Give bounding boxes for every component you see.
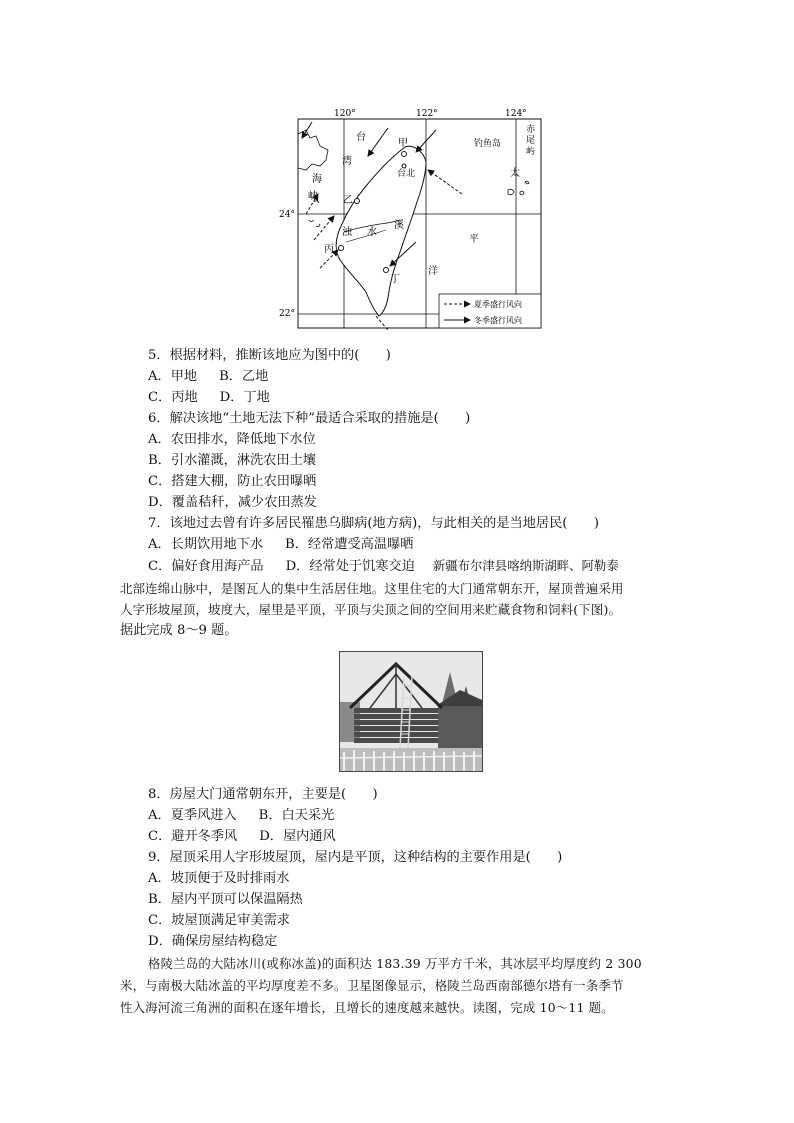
- q7-option-c: C．偏好食用海产品: [148, 559, 264, 574]
- q8-option-b: B．白天采光: [258, 808, 335, 823]
- material-10-11-line2: 米，与南极大陆冰盖的平均厚度差不多。卫星图像显示，格陵兰岛西南部德尔塔有一条季节: [120, 978, 624, 993]
- q5-option-d: D．丁地: [219, 390, 270, 405]
- q6-option-d: D．覆盖秸秆，减少农田蒸发: [148, 495, 317, 510]
- label-pacific-3: 洋: [428, 266, 438, 277]
- q8-stem: 8．房屋大门通常朝东开，主要是( ): [148, 787, 378, 802]
- label-strait-4: 峡: [308, 191, 318, 202]
- material-8-9-line3: 人字形坡屋顶，坡度大，屋里是平顶，平顶与尖顶之间的空间用来贮藏食物和饲料(下图)。: [120, 602, 622, 617]
- point-bing: [339, 246, 344, 251]
- taiwan-wind-map: [276, 102, 546, 330]
- material-10-11-line3: 性入海河流三角洲的面积在逐年增长，且增长的速度越来越快。读图，完成 10～11 题。: [120, 1000, 614, 1015]
- point-taibei: [402, 164, 406, 168]
- label-ding: 丁: [390, 274, 400, 285]
- label-yi: 乙: [343, 195, 353, 206]
- label-jia: 甲: [398, 138, 408, 149]
- label-diaoyu: 钓鱼岛: [474, 139, 502, 149]
- q5-option-b: B．乙地: [219, 369, 269, 384]
- q7-options-row2: [120, 556, 619, 577]
- label-bing: 丙: [324, 244, 334, 255]
- legend-summer-label: 夏季盛行风向: [474, 300, 522, 309]
- q8-option-c: C．避开冬季风: [148, 829, 238, 844]
- q8-options-row2: [120, 827, 336, 847]
- lon-label-124: 124°: [505, 109, 527, 119]
- q5-options-row2: [120, 388, 270, 408]
- q7-options-row1: [120, 535, 413, 555]
- label-strait-1: 台: [356, 132, 366, 143]
- label-chiwei-2: 尾: [526, 136, 536, 146]
- q6-stem: 6．解决该地“土地无法下种”最适合采取的措施是( ): [148, 411, 471, 426]
- q9-stem: 9．屋顶采用人字形坡屋顶，屋内是平顶，这种结构的主要作用是( ): [148, 850, 563, 865]
- point-ding: [384, 268, 389, 273]
- point-jia: [402, 152, 407, 157]
- label-chiwei-1: 赤: [526, 125, 536, 135]
- q7-option-d: D．经常处于饥寒交迫: [285, 559, 415, 574]
- material-8-9-inline: 新疆布尔津县喀纳斯湖畔、阿勒泰: [432, 558, 619, 573]
- label-river-2: 水: [367, 227, 377, 238]
- label-river-3: 溪: [394, 220, 404, 231]
- q6-option-c: C．搭建大棚，防止农田曝晒: [148, 474, 317, 489]
- q9-option-a: A．坡顶便于及时排雨水: [148, 871, 290, 886]
- material-8-9-line4: 据此完成 8～9 题。: [120, 623, 238, 638]
- q7-option-a: A．长期饮用地下水: [148, 537, 264, 552]
- label-chiwei-3: 屿: [526, 147, 536, 157]
- lat-label-24: 24°: [279, 210, 295, 220]
- lon-label-120: 120°: [334, 109, 356, 119]
- q9-option-b: B．屋内平顶可以保温隔热: [148, 892, 303, 907]
- q6-option-b: B．引水灌溉，淋洗农田土壤: [148, 453, 316, 468]
- q7-stem: 7．该地过去曾有许多居民罹患乌脚病(地方病)，与此相关的是当地居民( ): [148, 516, 599, 531]
- q5-options-row1: [120, 367, 268, 387]
- q7-option-b: B．经常遭受高温曝晒: [285, 537, 414, 552]
- legend-winter-label: 冬季盛行风向: [474, 316, 522, 325]
- label-taibei: 台北: [397, 169, 416, 179]
- q5-stem: 5．根据材料，推断该地应为图中的( ): [148, 348, 391, 363]
- label-strait-3: 海: [312, 174, 322, 185]
- label-strait-2: 湾: [342, 156, 352, 167]
- q8-option-a: A．夏季风进入: [148, 808, 237, 823]
- q9-option-d: D．确保房屋结构稳定: [148, 934, 278, 949]
- q5-option-a: A．甲地: [148, 369, 198, 384]
- label-pacific-1: 太: [510, 168, 520, 179]
- log-house-photo: [339, 651, 483, 772]
- q5-option-c: C．丙地: [148, 390, 198, 405]
- lon-label-122: 122°: [416, 109, 438, 119]
- lat-label-22: 22°: [279, 309, 295, 319]
- q6-option-a: A．农田排水，降低地下水位: [148, 432, 316, 447]
- q8-options-row1: [120, 806, 334, 826]
- point-yi: [355, 199, 360, 204]
- label-pacific-2: 平: [469, 234, 479, 245]
- q8-option-d: D．屋内通风: [259, 829, 336, 844]
- material-10-11-line1: 格陵兰岛的大陆冰川(或称冰盖)的面积达 183.39 万平方千米，其冰层平均厚度约 2 300: [148, 956, 642, 971]
- material-8-9-line2: 北部连绵山脉中，是图瓦人的集中生活居住地。这里住宅的大门通常朝东开，屋顶普遍采用: [120, 581, 624, 596]
- log-house-illustration: [340, 652, 482, 771]
- q9-option-c: C．坡屋顶满足审美需求: [148, 913, 290, 928]
- label-river-1: 浊: [342, 227, 352, 238]
